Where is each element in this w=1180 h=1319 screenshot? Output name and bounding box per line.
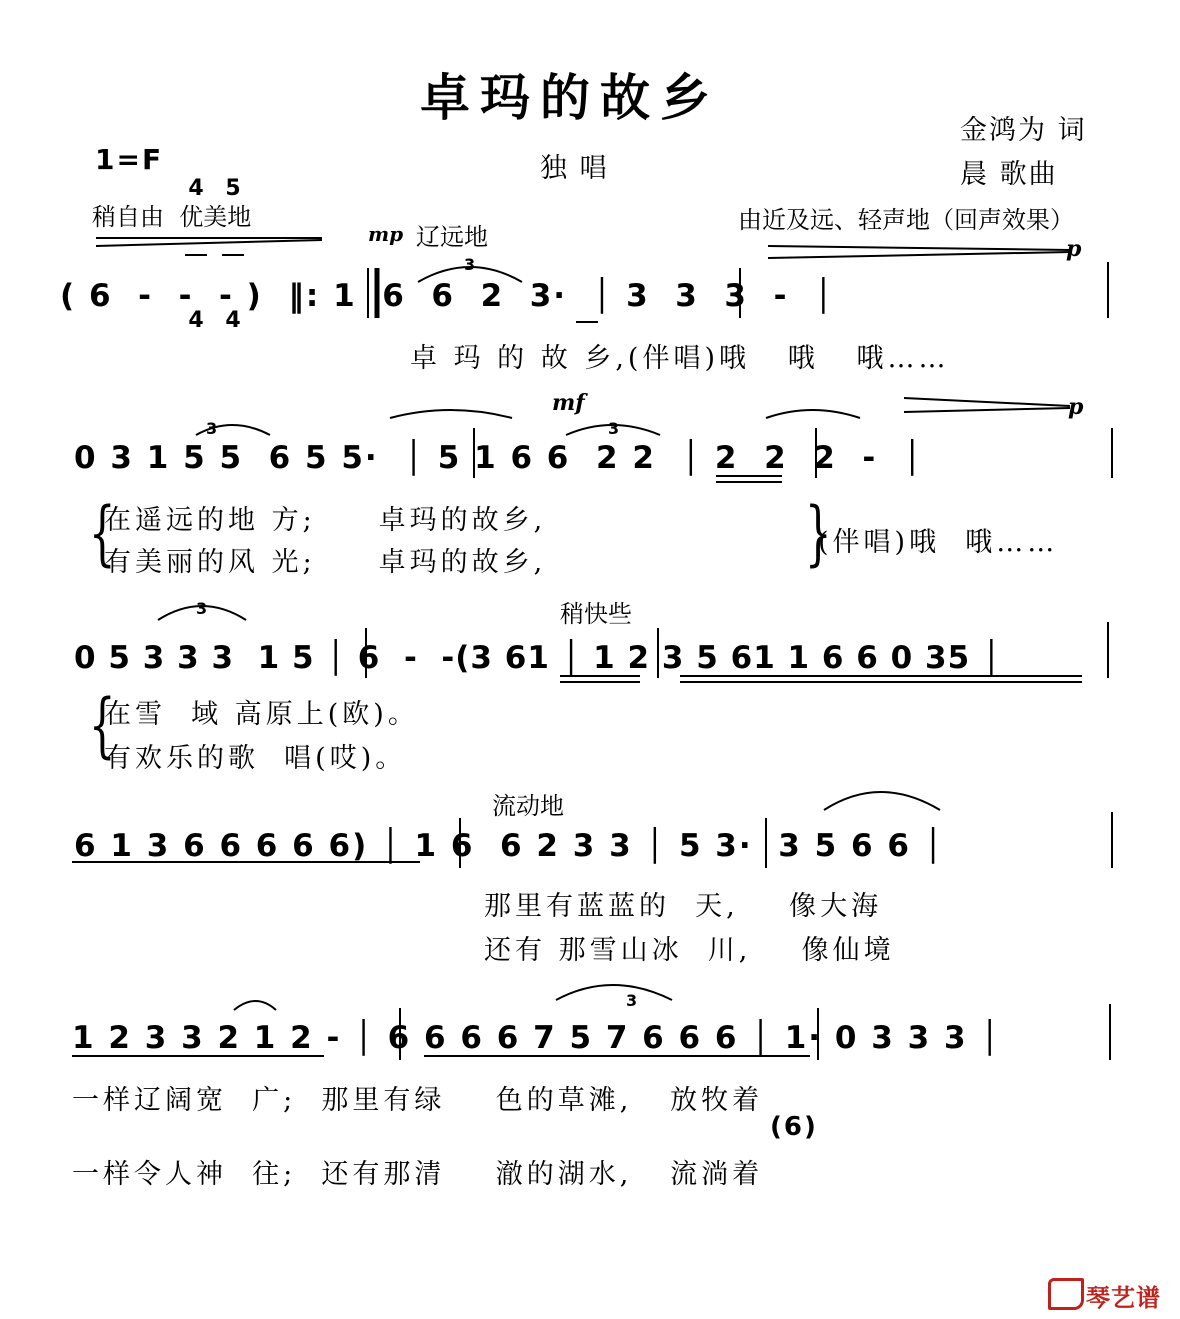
time-sig-top: 5 [225,176,241,201]
dynamic-p: p [1066,236,1082,262]
tempo-marking: 稍自由 优美地 [92,203,252,231]
expression-marking: 稍快些 [560,600,632,628]
svg-text:3: 3 [608,419,620,438]
song-title: 卓玛的故乡 [420,68,720,127]
verse-brace-close: } [804,492,832,574]
verse-brace: { [88,684,116,766]
key-signature: 1=F [95,143,164,176]
expression-marking: 由近及远、轻声地（回声效果） [738,206,1074,234]
lyric-line: 一样辽阔宽 广; 那里有绿 色的草滩, 放牧着 [72,1085,764,1116]
notation-row: ( 6 - - - ) ‖: 1 6 6 2 3· │ 3 3 3 - │ [60,278,835,314]
notation-row: 6 1 3 6 6 6 6 6) │ 1 6 6 2 3 3 │ 5 3· 3 5 6 6 │ [74,828,945,864]
lyric-line: 有美丽的风 光; 卓玛的故乡, [104,547,547,578]
composer-credit: 晨 歌曲 [960,159,1058,190]
svg-text:3: 3 [206,419,218,438]
notation-row: 1 2 3 3 2 1 2 - │ 6 6 6 6 7 5 7 6 6 6 │ 1· 0 3 3 3 │ [72,1020,1001,1056]
notation-row: 0 5 3 3 3 1 5 │ 6 - -(3 61 │ 1 2 3 5 61 1 6 6 0 35 │ [74,640,1002,676]
lyric-line: 卓 玛 的 故 乡,(伴唱)哦 哦 哦…… [410,343,950,374]
time-sig-top: 4 [188,176,204,201]
svg-text:3: 3 [464,255,476,274]
performance-type: 独 唱 [540,153,609,184]
svg-text:3: 3 [626,991,638,1010]
verse-brace: { [88,492,116,574]
expression-marking: 流动地 [492,792,564,820]
dynamic-p: p [1068,394,1084,420]
lyricist-credit: 金鸿为 词 [960,115,1087,146]
lyric-line: 那里有蓝蓝的 天, 像大海 [484,891,883,922]
lyric-line: 有欢乐的歌 唱(哎)。 [104,743,407,774]
watermark-text: 琴艺谱 [1086,1284,1161,1312]
notation-row: 0 3 1 5 5 6 5 5· │ 5 1 6 6 2 2 │ 2 2 2 - │ [74,440,924,476]
time-sig-bottom: 4 [225,308,241,333]
lyric-line: 还有 那雪山冰 川, 像仙境 [484,935,895,966]
lyric-line: 一样令人神 往; 还有那清 澈的湖水, 流淌着 [72,1159,764,1190]
lyric-line: 在雪 域 高原上(欧)。 [104,699,419,730]
variant-note: (6) [770,1112,818,1142]
chorus-aside: (伴唱)哦 哦…… [818,527,1059,558]
time-sig-bottom: 4 [188,308,204,333]
expression-marking: 辽远地 [416,223,488,251]
dynamic-mp: mp [368,222,404,246]
lyric-line: 在遥远的地 方; 卓玛的故乡, [104,505,547,536]
svg-text:3: 3 [196,599,208,618]
dynamic-mf: mf [552,390,585,416]
